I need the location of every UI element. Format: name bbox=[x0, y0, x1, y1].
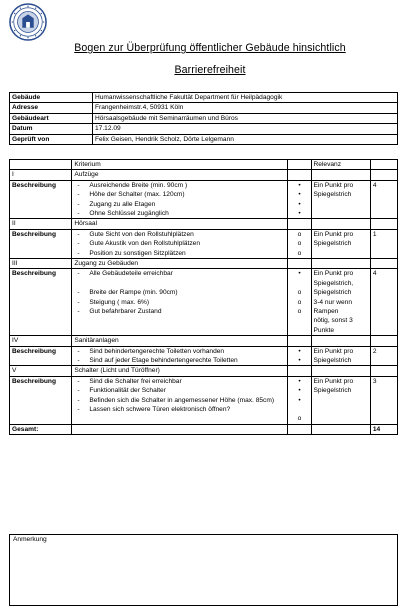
total-label: Gesamt: bbox=[10, 424, 72, 434]
circle-mark: o bbox=[297, 230, 302, 238]
criteria-table bbox=[9, 159, 398, 435]
notes-box[interactable] bbox=[9, 534, 398, 606]
marks-column bbox=[288, 180, 311, 219]
circle-mark: o bbox=[297, 249, 302, 257]
section-detail-row bbox=[10, 346, 398, 366]
meta-value: Hörsaalsgebäude mit Seminarräumen und Büros bbox=[93, 113, 398, 123]
criteria-list bbox=[72, 269, 288, 336]
bullet-mark: • bbox=[298, 377, 301, 385]
circle-mark: o bbox=[297, 298, 302, 306]
document-title-line-1: Bogen zur Überprüfung öffentlicher Gebäude hinsichtlich bbox=[74, 42, 346, 54]
table-row bbox=[10, 124, 398, 134]
relevance-text: Ein Punkt pro Spiegelstrich, Spiegelstrich 3-4 nur wenn Rampen nötig, sonst 3 Punkte bbox=[311, 269, 370, 336]
list-item: - Gute Akustik von den Rollstuhlplätzen bbox=[77, 240, 201, 248]
list-item: - Höhe der Schalter (max. 120cm) bbox=[77, 191, 185, 199]
row-label: Beschreibung bbox=[10, 180, 72, 219]
list-item: - Funktionalität der Schalter bbox=[77, 387, 166, 395]
section-header-row bbox=[10, 366, 398, 376]
building-info-table bbox=[9, 92, 398, 145]
table-row bbox=[10, 134, 398, 144]
section-header-row bbox=[10, 336, 398, 346]
section-score: 4 bbox=[370, 180, 397, 219]
section-name: Schalter (Licht und Türöffner) bbox=[72, 366, 288, 376]
meta-value: Felix Geisen, Hendrik Scholz, Dörte Lelgemann bbox=[93, 134, 398, 144]
row-label: Beschreibung bbox=[10, 229, 72, 258]
section-score: 2 bbox=[370, 346, 397, 366]
section-detail-row bbox=[10, 180, 398, 219]
bullet-mark: • bbox=[298, 387, 301, 395]
list-item: - Gut befahrbarer Zustand bbox=[77, 307, 162, 315]
circle-mark: o bbox=[297, 307, 302, 315]
list-item: - Befinden sich die Schalter in angemessener Höhe (max. 85cm) bbox=[77, 396, 275, 404]
row-label: Beschreibung bbox=[10, 376, 72, 424]
section-detail-row bbox=[10, 376, 398, 424]
section-name: Hörsaal bbox=[72, 219, 288, 229]
section-number: III bbox=[10, 258, 72, 268]
bullet-mark: • bbox=[298, 181, 301, 189]
meta-key: Adresse bbox=[10, 103, 93, 113]
relevance-text: Ein Punkt pro Spiegelstrich bbox=[311, 346, 370, 366]
table-row bbox=[10, 93, 398, 103]
total-row bbox=[10, 424, 398, 434]
bullet-mark: • bbox=[298, 200, 301, 208]
meta-key: Gebäudeart bbox=[10, 113, 93, 123]
list-item: - Steigung ( max. 6%) bbox=[77, 298, 150, 306]
criteria-list bbox=[72, 180, 288, 219]
section-header-row bbox=[10, 258, 398, 268]
marks-column bbox=[288, 376, 311, 424]
meta-key: Gebäude bbox=[10, 93, 93, 103]
section-name: Zugang zu Gebäuden bbox=[72, 258, 288, 268]
table-row bbox=[10, 103, 398, 113]
section-number: II bbox=[10, 219, 72, 229]
bullet-mark: • bbox=[298, 191, 301, 199]
list-item: - Sind auf jeder Etage behindertengerechte Toiletten bbox=[77, 357, 238, 364]
section-detail-row bbox=[10, 229, 398, 258]
bullet-mark: • bbox=[298, 357, 301, 364]
bullet-mark: • bbox=[298, 396, 301, 404]
section-header-row bbox=[10, 219, 398, 229]
marks-column bbox=[288, 346, 311, 366]
list-item: - Alle Gebäudeteile erreichbar bbox=[77, 270, 173, 278]
list-item: - Ohne Schlüssel zugänglich bbox=[77, 209, 169, 217]
circle-mark: o bbox=[297, 289, 302, 297]
section-score: 4 bbox=[370, 269, 397, 336]
meta-value: Humanwissenschaftliche Fakultät Department für Heilpädagogik bbox=[93, 93, 398, 103]
section-number: IV bbox=[10, 336, 72, 346]
circle-mark: o bbox=[297, 240, 302, 248]
header-criterion: Kriterium bbox=[72, 160, 288, 170]
meta-value: Frangenheimstr.4, 50931 Köln bbox=[93, 103, 398, 113]
document-title-line-2: Barrierefreiheit bbox=[174, 64, 246, 76]
list-item: - Gute Sicht von den Rollstuhlplätzen bbox=[77, 230, 194, 238]
criteria-list bbox=[72, 376, 288, 424]
section-detail-row bbox=[10, 269, 398, 336]
section-score: 3 bbox=[370, 376, 397, 424]
list-item: - Ausreichende Breite (min. 90cm ) bbox=[77, 181, 188, 189]
marks-column bbox=[288, 229, 311, 258]
meta-key: Datum bbox=[10, 124, 93, 134]
table-header-row bbox=[10, 160, 398, 170]
total-score: 14 bbox=[370, 424, 397, 434]
bullet-mark: • bbox=[298, 347, 301, 355]
list-item: - Breite der Rampe (min. 90cm) bbox=[77, 289, 178, 297]
bullet-mark: • bbox=[298, 270, 301, 278]
relevance-text: Ein Punkt pro Spiegelstrich bbox=[311, 376, 370, 424]
list-item: - Lassen sich schwere Türen elektronisch öffnen? bbox=[77, 406, 231, 414]
section-number: V bbox=[10, 366, 72, 376]
section-number: I bbox=[10, 170, 72, 180]
list-item: - Sind die Schalter frei erreichbar bbox=[77, 377, 182, 385]
marks-column bbox=[288, 269, 311, 336]
bullet-mark: • bbox=[298, 209, 301, 217]
circle-mark: o bbox=[297, 415, 302, 423]
criteria-list bbox=[72, 346, 288, 366]
row-label: Beschreibung bbox=[10, 346, 72, 366]
section-score: 1 bbox=[370, 229, 397, 258]
table-row bbox=[10, 113, 398, 123]
header-relevance: Relevanz bbox=[311, 160, 370, 170]
meta-value: 17.12.09 bbox=[93, 124, 398, 134]
section-header-row bbox=[10, 170, 398, 180]
university-seal-logo bbox=[9, 3, 47, 41]
list-item: - Zugang zu alle Etagen bbox=[77, 200, 156, 208]
relevance-text: Ein Punkt pro Spiegelstrich bbox=[311, 229, 370, 258]
section-name: Aufzüge bbox=[72, 170, 288, 180]
row-label: Beschreibung bbox=[10, 269, 72, 336]
criteria-list bbox=[72, 229, 288, 258]
section-name: Sanitäranlagen bbox=[72, 336, 288, 346]
list-item: - Position zu sonstigen Sitzplätzen bbox=[77, 249, 186, 257]
relevance-text: Ein Punkt pro Spiegelstrich bbox=[311, 180, 370, 219]
list-item: - Sind behindertengerechte Toiletten vorhanden bbox=[77, 347, 225, 355]
notes-label: Anmerkung bbox=[13, 536, 47, 543]
meta-key: Geprüft von bbox=[10, 134, 93, 144]
